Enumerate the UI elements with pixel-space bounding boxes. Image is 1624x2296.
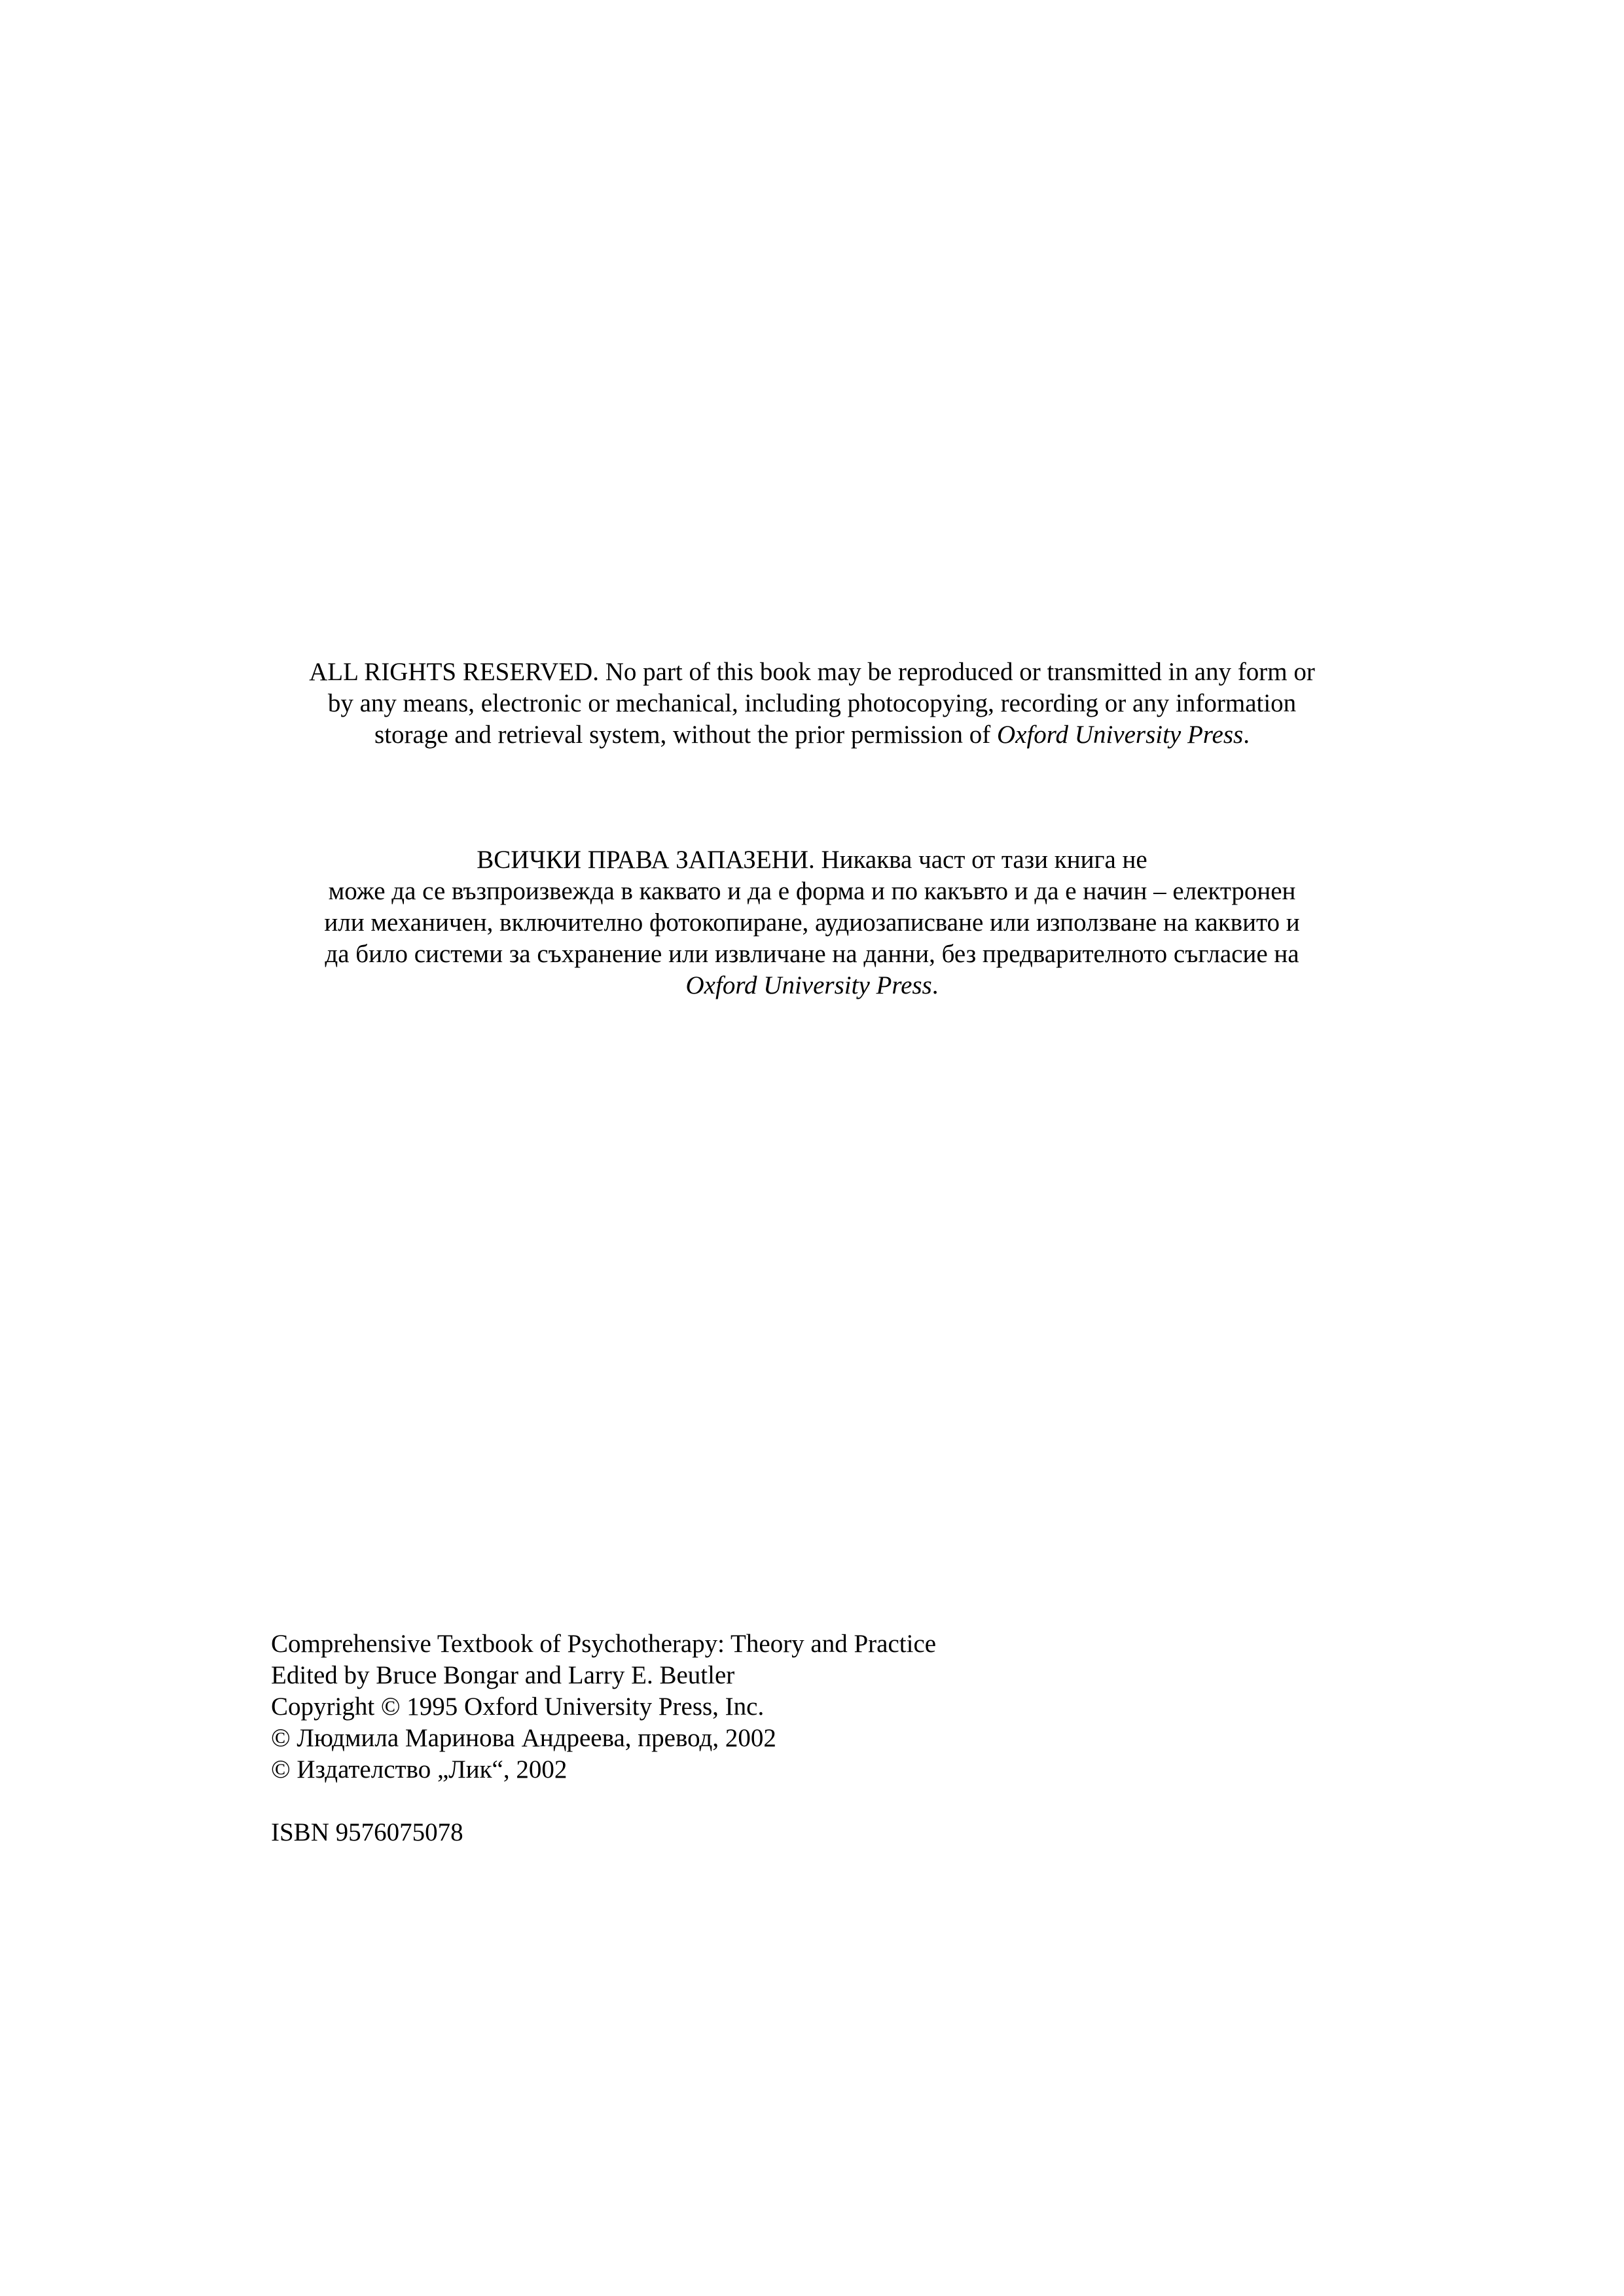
publisher-name-italic: Oxford University Press <box>996 721 1244 749</box>
rights-bg-line-1: ВСИЧКИ ПРАВА ЗАПАЗЕНИ. Никаква част от тази книга не <box>477 846 1147 874</box>
copyright-original: Copyright © 1995 Oxford University Press, Inc. <box>271 1693 765 1721</box>
rights-en-line-3 <box>249 719 1375 751</box>
rights-bg-line-5 <box>249 970 1375 1001</box>
rights-bg-line-4: да било системи за съхранение или извличане на данни, без предварителното съгласие на <box>325 940 1299 968</box>
rights-bg-line-3: или механичен, включително фотокопиране, аудиозаписване или използване на каквито и <box>324 908 1300 937</box>
rights-en-line-1: ALL RIGHTS RESERVED. No part of this book may be reproduced or transmitted in any form or <box>309 658 1315 686</box>
publisher-name-italic-bg: Oxford University Press <box>685 971 932 999</box>
rights-notice-bulgarian <box>249 844 1375 1001</box>
rights-notice <box>249 656 1375 999</box>
isbn: ISBN 9576075078 <box>271 1818 463 1846</box>
copyright-translation: © Людмила Маринова Андреева, превод, 2002 <box>271 1724 776 1752</box>
rights-en-line-2: by any means, electronic or mechanical, including photocopying, recording or any information <box>327 689 1297 717</box>
rights-en-line-3-text: storage and retrieval system, without the prior permission of <box>374 721 997 749</box>
rights-bg-line-5-end: . <box>931 971 939 999</box>
book-title: Comprehensive Textbook of Psychotherapy: Theory and Practice <box>271 1630 937 1658</box>
colophon <box>271 1628 1318 1785</box>
copyright-publisher: © Издателство „Лик“, 2002 <box>271 1755 568 1784</box>
book-editors: Edited by Bruce Bongar and Larry E. Beutler <box>271 1661 735 1689</box>
rights-en-line-3-end: . <box>1243 721 1250 749</box>
rights-bg-line-2: може да се възпроизвежда в каквато и да е форма и по какъвто и да е начин – електронен <box>328 877 1296 905</box>
rights-notice-english <box>249 656 1375 751</box>
